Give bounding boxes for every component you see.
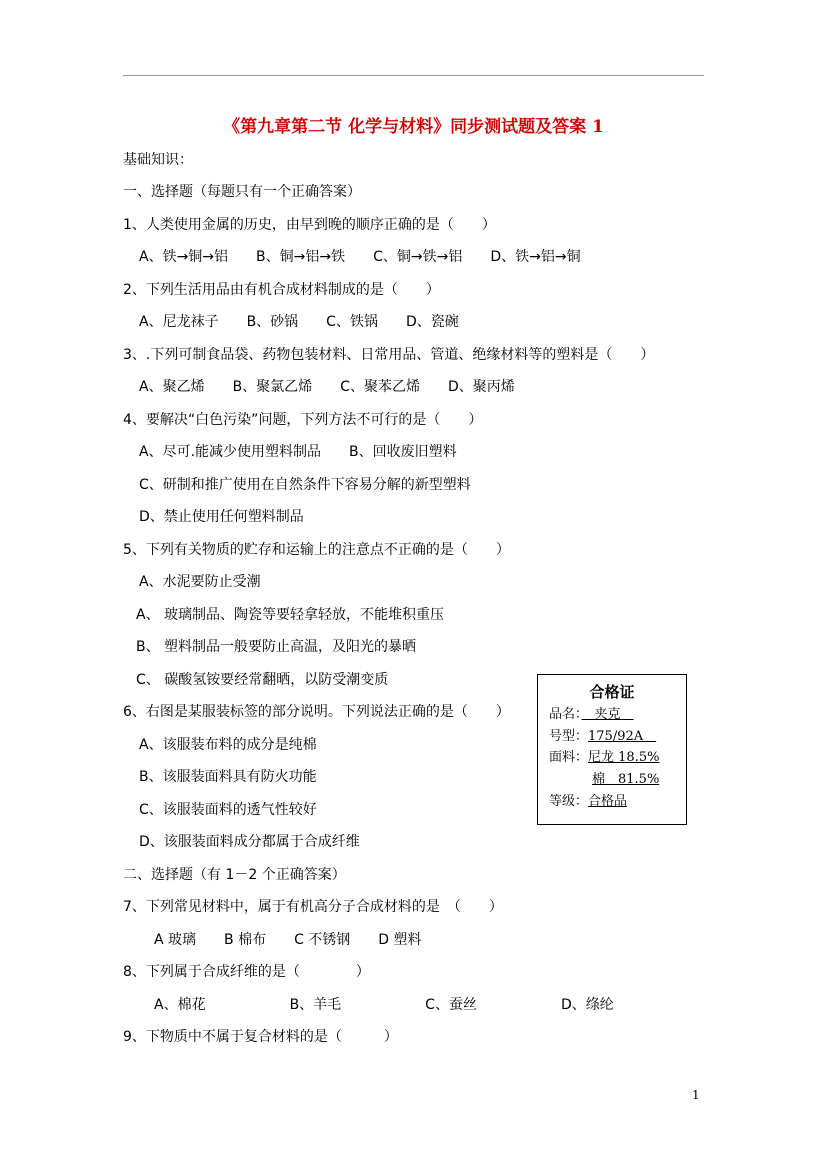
question-6-option-a: A、该服装布料的成分是纯棉 [139, 737, 317, 753]
page-title: 《第九章第二节 化学与材料》同步测试题及答案 1 [223, 117, 604, 137]
certificate-material-row-2 [592, 772, 659, 788]
question-8-options: A、棉花 B、羊毛 C、蚕丝 D、绦纶 [154, 997, 614, 1013]
question-7: 7、下列常见材料中，属于有机高分子合成材料的是 （ ） [123, 899, 503, 915]
question-4-option-ab: A、尽可.能减少使用塑料制品 B、回收废旧塑料 [139, 444, 457, 460]
name-value: 夹克 [581, 707, 634, 722]
question-5: 5、下列有关物质的贮存和运输上的注意点不正确的是（ ） [123, 542, 510, 558]
question-4-option-d: D、禁止使用任何塑料制品 [139, 509, 304, 525]
question-5-option-b: B、 塑料制品一般要防止高温，及阳光的暴晒 [136, 639, 417, 655]
section-heading-2: 二、选择题（有 1－2 个正确答案） [123, 867, 346, 883]
certificate-title: 合格证 [589, 683, 635, 701]
question-2-options: A、尼龙袜子 B、砂锅 C、铁锅 D、瓷碗 [139, 314, 459, 330]
question-5-option-a2: A、 玻璃制品、陶瓷等要轻拿轻放，不能堆积重压 [136, 607, 445, 623]
question-1: 1、人类使用金属的历史，由早到晚的顺序正确的是（ ） [123, 217, 496, 233]
question-4: 4、要解决“白色污染”问题，下列方法不可行的是（ ） [123, 412, 483, 428]
question-7-options: A 玻璃 B 棉布 C 不锈钢 D 塑料 [154, 932, 422, 948]
question-6-option-d: D、该服装面料成分都属于合成纤维 [139, 834, 360, 850]
grade-label: 等级： [549, 794, 589, 809]
certificate-name-row [549, 707, 634, 723]
question-4-option-c: C、研制和推广使用在自然条件下容易分解的新型塑料 [139, 477, 471, 493]
question-2: 2、下列生活用品由有机合成材料制成的是（ ） [123, 282, 440, 298]
material-1: 尼龙 18.5% [588, 750, 660, 765]
certificate-label [537, 674, 687, 825]
question-5-option-c: C、 碳酸氢铵要经常翻晒，以防受潮变质 [136, 672, 389, 688]
name-label: 品名： [549, 707, 582, 722]
material-2: 棉 81.5% [592, 772, 660, 787]
certificate-material-row [549, 750, 659, 766]
question-3-options: A、聚乙烯 B、聚氯乙烯 C、聚苯乙烯 D、聚丙烯 [139, 379, 515, 395]
question-6-option-b: B、该服装面料具有防火功能 [139, 769, 317, 785]
question-3: 3、.下列可制食品袋、药物包装材料、日常用品、管道、绝缘材料等的塑料是（ ） [123, 347, 655, 363]
page-number: 1 [692, 1088, 700, 1102]
section-label: 基础知识： [123, 152, 193, 168]
size-label: 号型： [549, 729, 589, 744]
size-value: 175/92A [588, 729, 657, 744]
section-heading: 一、选择题（每题只有一个正确答案） [123, 184, 361, 200]
header-rule [123, 75, 704, 76]
grade-value: 合格品 [588, 794, 628, 809]
material-label: 面料： [549, 750, 589, 765]
question-6: 6、右图是某服装标签的部分说明。下列说法正确的是（ ） [123, 704, 510, 720]
question-5-option-a: A、水泥要防止受潮 [139, 574, 261, 590]
certificate-grade-row [549, 794, 627, 810]
certificate-size-row [549, 729, 656, 745]
question-1-options: A、铁→铜→铝 B、铜→铝→铁 C、铜→铁→铝 D、铁→铝→铜 [139, 249, 581, 265]
question-6-option-c: C、该服装面料的透气性较好 [139, 802, 317, 818]
question-8: 8、下列属于合成纤维的是（ ） [123, 964, 370, 980]
question-9: 9、下物质中不属于复合材料的是（ ） [123, 1029, 398, 1045]
